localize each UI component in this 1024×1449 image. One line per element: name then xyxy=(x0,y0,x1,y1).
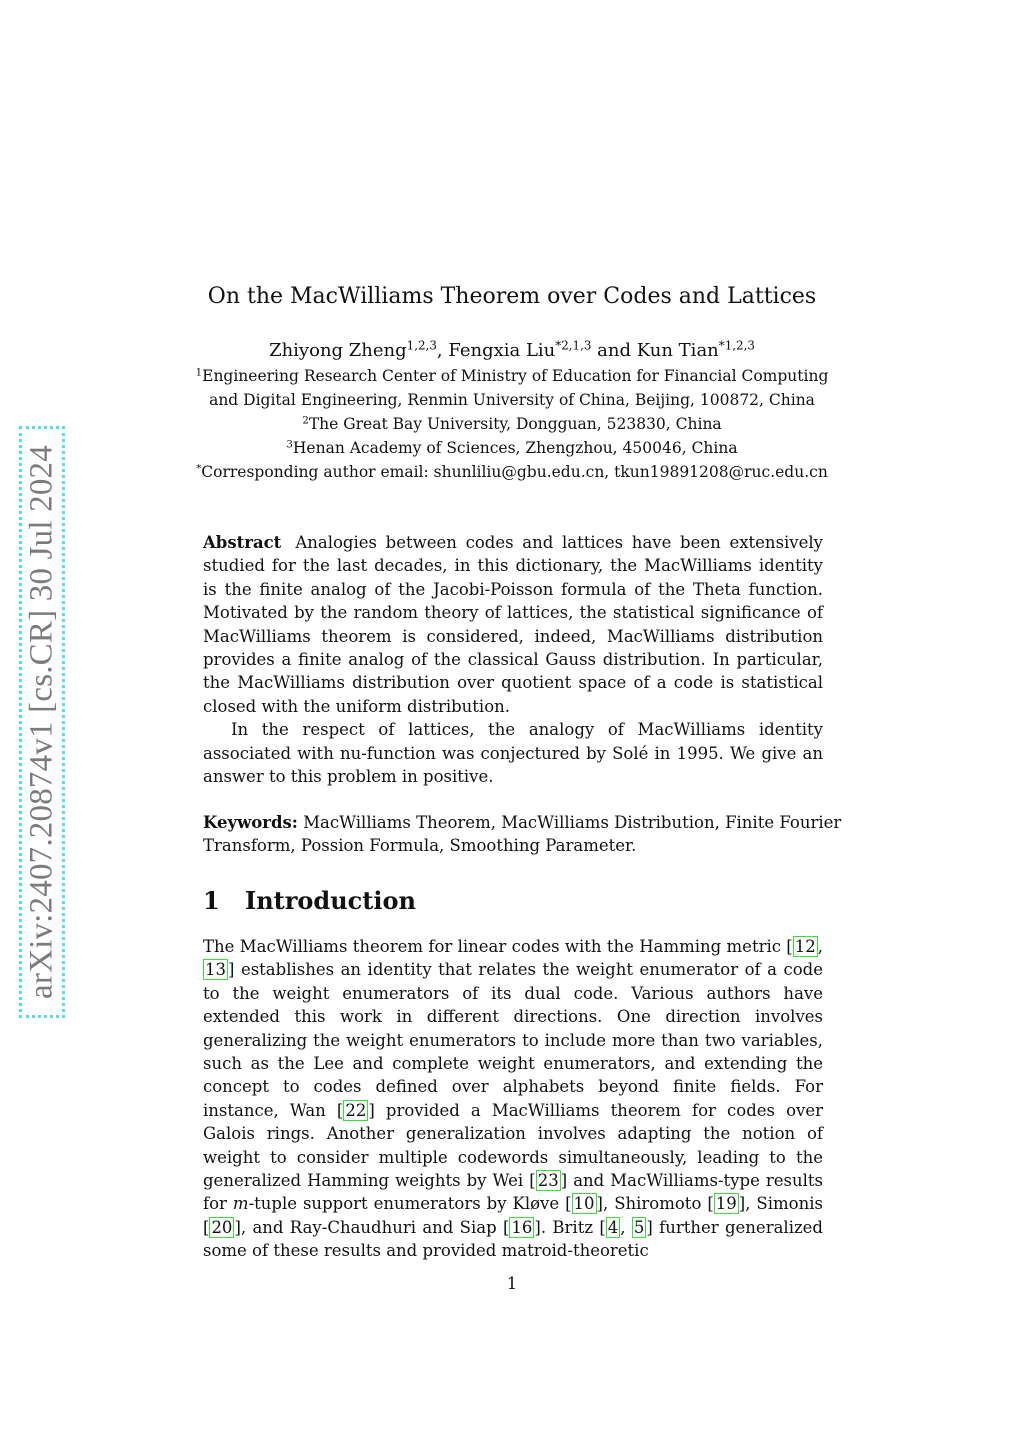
affiliation-line xyxy=(0,415,1024,433)
section-number: 1 xyxy=(203,886,220,915)
body-text: -tuple support enumerators by Kløve [ xyxy=(248,1194,572,1214)
author-affiliation-marks: 1,2,3 xyxy=(406,338,437,353)
author-separator: , xyxy=(436,340,449,361)
body-text: , xyxy=(817,937,823,956)
author-affiliation-marks: *2,1,3 xyxy=(555,338,592,353)
abstract-text: Analogies between codes and lattices have been extensively studied for the last decades, in this dictionary, the MacWilliams identity is the finite analog of the Jacobi-Poisson formula of the Theta function. Motivated by the random theory of lattices, the statistical significance of MacWilliams theorem is considered, indeed, MacWilliams distribution provides a finite analog of the classical Gauss distribution. In particular, the MacWilliams distribution over quotient space of a code is statistical closed with the uniform distribution. xyxy=(203,533,823,716)
affiliation-text: Corresponding author email: shunliliu@gbu.edu.cn, tkun19891208@ruc.edu.cn xyxy=(201,463,828,481)
body-text: ] provided a MacWilliams theorem for codes over Galois rings. Another generalization involves adapting the notion of weight to consider multiple codewords simultaneously, leading to the generalized Hamming weights by Wei [ xyxy=(203,1100,823,1191)
affiliation-text: The Great Bay University, Dongguan, 523830, China xyxy=(308,415,722,433)
citation-link[interactable]: 23 xyxy=(537,1171,559,1191)
page-number: 1 xyxy=(506,1274,518,1293)
citation-link[interactable]: 10 xyxy=(573,1194,595,1214)
citation-link[interactable]: 13 xyxy=(205,960,226,980)
citation-link[interactable]: 12 xyxy=(794,937,816,956)
body-text: ], Shiromoto [ xyxy=(596,1194,714,1214)
affiliation-mark: 3 xyxy=(286,439,293,451)
body-text: ] and MacWilliams-type results for xyxy=(203,1171,824,1214)
author-name: Zhiyong Zheng xyxy=(269,340,407,361)
abstract-paragraph: In the respect of lattices, the analogy of MacWilliams identity associated with nu-function was conjectured by Solé in 1995. We give an answer to this problem in positive. xyxy=(203,720,823,787)
affiliation-mark: * xyxy=(196,463,202,475)
body-text: ], Simonis [ xyxy=(203,1194,823,1237)
affiliation-mark: 2 xyxy=(302,415,309,427)
keywords-text: MacWilliams Theorem, MacWilliams Distribution, Finite Fourier Transform, Possion Formula, Smoothing Parameter. xyxy=(203,813,842,856)
affiliation-line xyxy=(0,439,1024,457)
affiliation-text: Engineering Research Center of Ministry of Education for Financial Computing xyxy=(202,367,829,385)
introduction-paragraph xyxy=(203,935,823,1263)
author-separator: and xyxy=(591,340,637,361)
abstract xyxy=(203,531,823,788)
corresponding-email-line xyxy=(0,463,1024,481)
affiliation-text: Henan Academy of Sciences, Zhengzhou, 450046, China xyxy=(292,439,738,457)
author-affiliation-marks: *1,2,3 xyxy=(718,338,755,353)
author-name: Kun Tian xyxy=(636,340,719,361)
citation-link[interactable]: 22 xyxy=(345,1100,367,1120)
section-title: Introduction xyxy=(245,886,416,915)
body-text: The MacWilliams theorem for linear codes with the Hamming metric [ xyxy=(203,937,793,956)
abstract-label: Abstract xyxy=(203,533,282,552)
body-text: ] establishes an identity that relates the weight enumerator of a code to the weight enumerators of its dual code. Various authors have extended this work in different directions. One direction involves generalizing the weight enumerators to include more than two variables, such as the Lee and complete weight enumerators, and extending the concept to codes defined over alphabets beyond finite fields. For instance, Wan [ xyxy=(203,960,823,1120)
author-list xyxy=(0,340,1024,361)
affiliation-mark: 1 xyxy=(195,367,203,379)
math-variable: m xyxy=(232,1194,249,1214)
author-name: Fengxia Liu xyxy=(448,340,556,361)
arxiv-identifier[interactable]: arXiv:2407.20874v1 [cs.CR] 30 Jul 2024 xyxy=(23,445,60,999)
citation-link[interactable]: 16 xyxy=(511,1217,533,1237)
keywords xyxy=(203,811,843,858)
paper-title: On the MacWilliams Theorem over Codes and Lattices xyxy=(207,284,817,309)
citation-link[interactable]: 19 xyxy=(715,1194,737,1214)
keywords-label: Keywords: xyxy=(203,813,298,832)
body-text: ]. Britz [ xyxy=(534,1217,606,1237)
affiliation-text: and Digital Engineering, Renmin University of China, Beijing, 100872, China xyxy=(209,391,815,409)
affiliation-line xyxy=(0,367,1024,385)
body-text: ] further generalized some of these results and provided matroid-theoretic xyxy=(203,1217,823,1261)
body-text: , xyxy=(620,1217,632,1237)
affiliation-line xyxy=(0,391,1024,409)
section-heading xyxy=(203,886,416,915)
citation-link[interactable]: 5 xyxy=(633,1217,645,1237)
body-text: ], and Ray-Chaudhuri and Siap [ xyxy=(234,1217,510,1237)
citation-link[interactable]: 20 xyxy=(211,1217,233,1237)
citation-link[interactable]: 4 xyxy=(607,1217,619,1237)
abstract-paragraph xyxy=(203,531,823,718)
